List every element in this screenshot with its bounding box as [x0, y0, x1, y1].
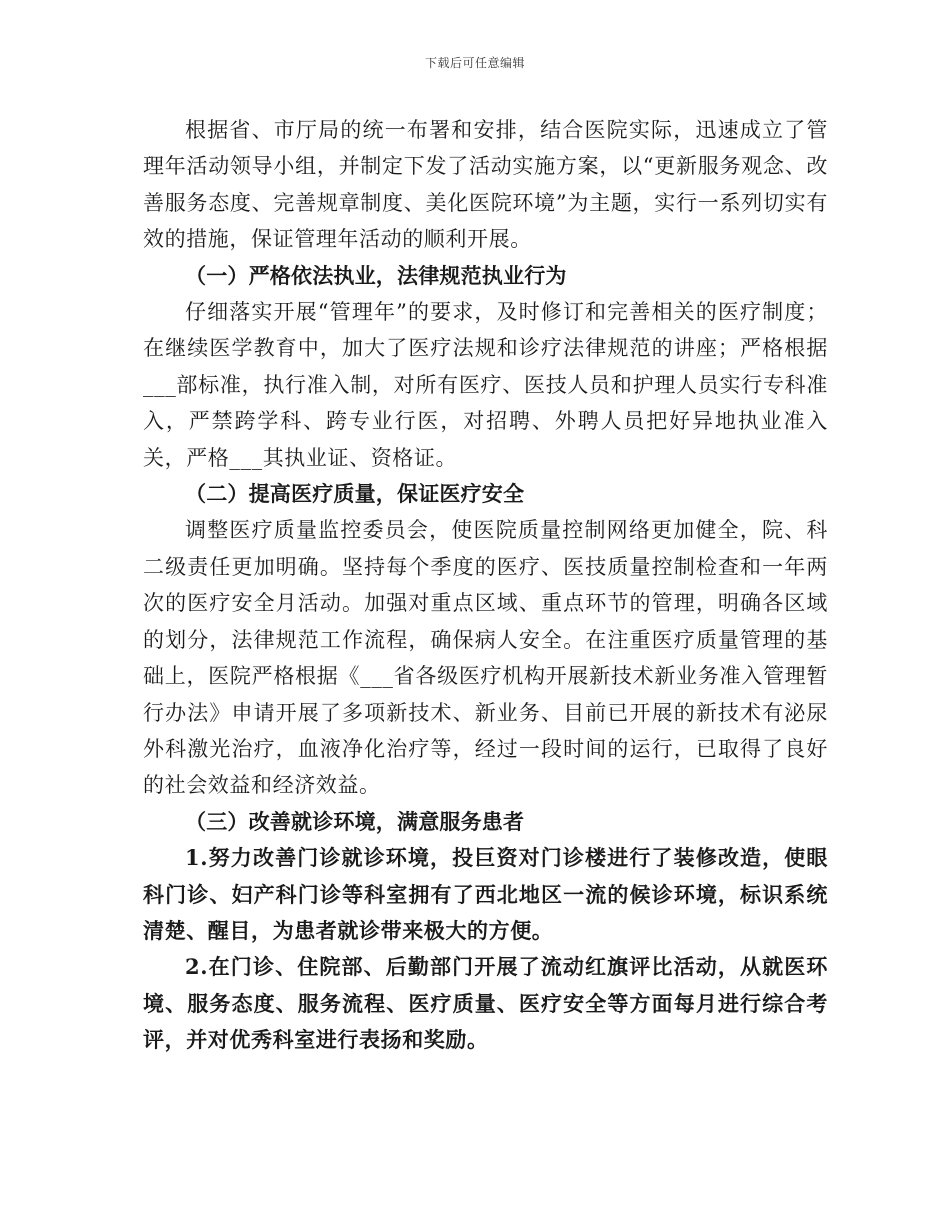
- page-header-note: 下载后可任意编辑: [424, 56, 525, 70]
- section-3-item-2: 2.在门诊、住院部、后勤部门开展了流动红旗评比活动，从就医环境、服务态度、服务流程、医疗质量、医疗安全等方面每月进行综合考评，并对优秀科室进行表扬和奖励。: [143, 954, 828, 1053]
- section-heading-2: （二）提高医疗质量，保证医疗安全: [185, 481, 525, 507]
- intro-paragraph: 根据省、市厅局的统一布署和安排，结合医院实际，迅速成立了管理年活动领导小组，并制定下发了活动实施方案，以“更新服务观念、改善服务态度、完善规章制度、美化医院环境”为主题，实行一系列切实有效的措施，保证管理年活动的顺利开展。: [143, 118, 828, 252]
- section-heading-3: （三）改善就诊环境，满意服务患者: [185, 808, 525, 834]
- section-1-paragraph: 仔细落实开展“管理年”的要求，及时修订和完善相关的医疗制度；在继续医学教育中，加大了医疗法规和诊疗法律规范的讲座；严格根据___部标准，执行准入制，对所有医疗、医技人员和护理人员实行专科准入，严禁跨学科、跨专业行医，对招聘、外聘人员把好异地执业准入关，严格___其执业证、资格证。: [143, 300, 828, 470]
- document-body: [143, 112, 828, 1059]
- section-heading-1: （一）严格依法执业，法律规范执业行为: [185, 262, 567, 288]
- section-2-paragraph: 调整医疗质量监控委员会，使医院质量控制网络更加健全，院、科二级责任更加明确。坚持每个季度的医疗、医技质量控制检查和一年两次的医疗安全月活动。加强对重点区域、重点环节的管理，明确各区域的划分，法律规范工作流程，确保病人安全。在注重医疗质量管理的基础上，医院严格根据《___省各级医疗机构开展新技术新业务准入管理暂行办法》申请开展了多项新技术、新业务、目前已开展的新技术有泌尿外科激光治疗，血液净化治疗等，经过一段时间的运行，已取得了良好的社会效益和经济效益。: [143, 518, 828, 798]
- section-3-item-1: 1.努力改善门诊就诊环境，投巨资对门诊楼进行了装修改造，使眼科门诊、妇产科门诊等科室拥有了西北地区一流的候诊环境，标识系统清楚、醒目，为患者就诊带来极大的方便。: [143, 845, 828, 943]
